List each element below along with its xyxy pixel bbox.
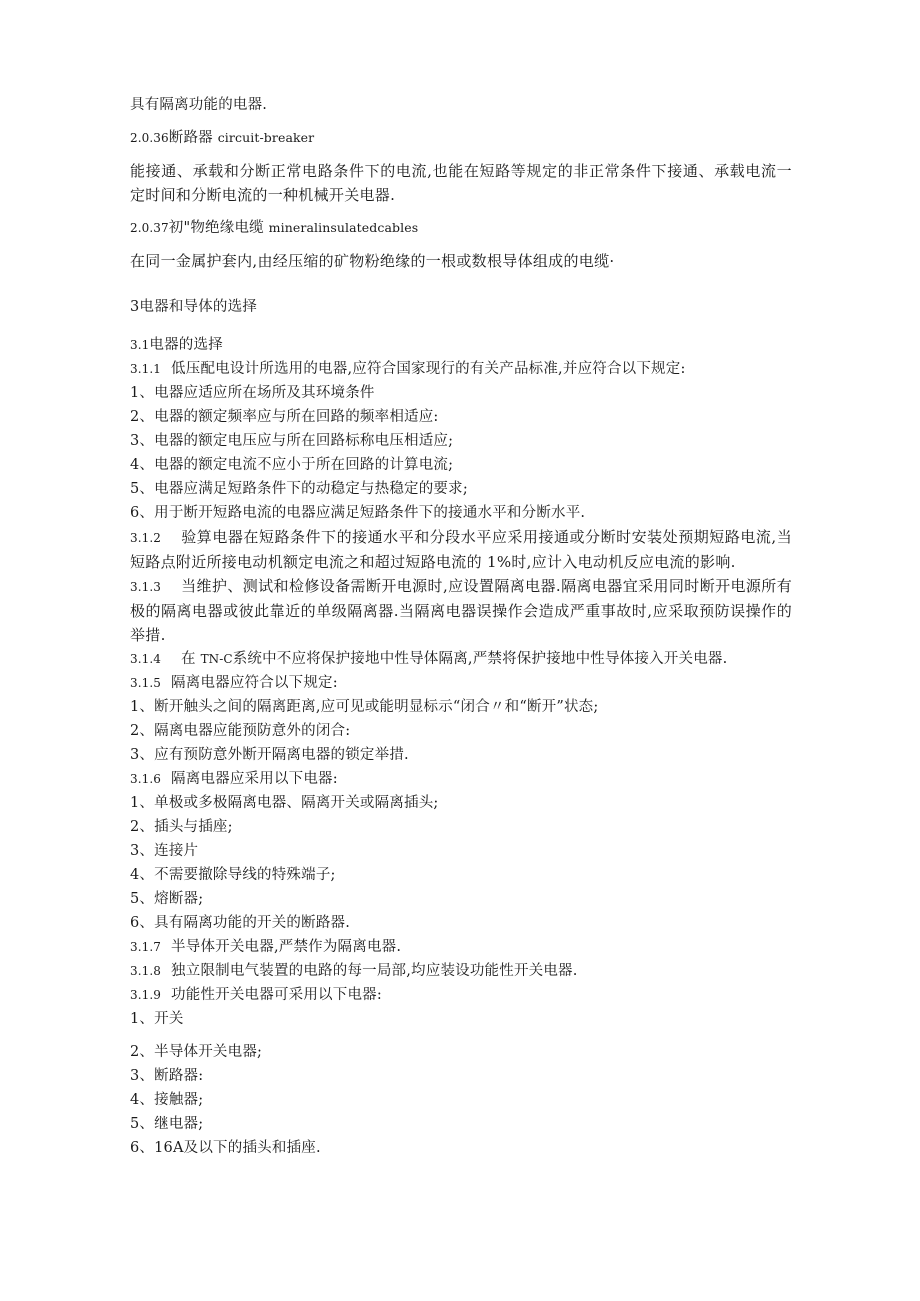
clause-3-1-7 (130, 935, 792, 959)
definition-2-0-37-body: 在同一金属护套内,由经压缩的矿物粉绝缘的一根或数根导体组成的电缆· (130, 252, 615, 270)
list-item: 1、断开触头之间的隔离距离,应可见或能明显标示“闭合〃和“断开”状态; (130, 699, 599, 715)
list-item: 3、连接片 (130, 843, 199, 859)
list-item: 5、电器应满足短路条件下的动稳定与热稳定的要求; (130, 481, 468, 497)
definition-title: 初"物绝缘电缆 (168, 220, 264, 236)
clause-text-pre: 在 (181, 651, 196, 667)
list-item: 6、具有隔离功能的开关的断路器. (130, 915, 351, 931)
definition-2-0-36-body: 能接通、承载和分断正常电路条件下的电流,也能在短路等规定的非正常条件下接通、承载电流一定时间和分断电流的一种机械开关电器. (130, 162, 792, 204)
clause-text: 独立限制电气装置的电路的每一局部,均应装设功能性开关电器. (171, 963, 578, 979)
clause-text: 隔离电器应采用以下电器: (171, 771, 338, 787)
list-item: 1、电器应适应所在场所及其环境条件 (130, 385, 375, 401)
clause-number: 3.1.4 (130, 652, 162, 666)
definition-2-0-36-heading (130, 126, 792, 150)
clause-text: 当维护、测试和检修设备需断开电源时,应设置隔离电器.隔离电器宜采用同时断开电源所有极的隔离电器或彼此靠近的单级隔离器.当隔离电器误操作会造成严重事故时,应采取预防误操作的举措. (130, 577, 792, 644)
clause-text: 低压配电设计所选用的电器,应符合国家现行的有关产品标准,并应符合以下规定: (171, 361, 686, 377)
clause-number: 3.1.7 (130, 940, 162, 954)
clause-number: 3.1.1 (130, 362, 162, 376)
document-page (130, 93, 792, 1160)
definition-title: 断路器 (168, 130, 213, 146)
clause-number: 3.1.5 (130, 676, 162, 690)
list-item: 3、应有预防意外断开隔离电器的锁定举措. (130, 747, 409, 763)
list-item: 2、插头与插座; (130, 819, 233, 835)
list-item: 3、电器的额定电压应与所在回路标称电压相适应; (130, 433, 454, 449)
clause-number: 3.1.8 (130, 964, 162, 978)
clause-3-1-8 (130, 959, 792, 983)
list-item: 1、单极或多极隔离电器、隔离开关或隔离插头; (130, 795, 439, 811)
clause-number: 2.0.36 (130, 131, 169, 145)
list-item: 2、电器的额定频率应与所在回路的频率相适应: (130, 409, 439, 425)
clause-3-1-4 (130, 647, 792, 671)
list-item: 4、接触器; (130, 1092, 204, 1108)
clause-text-post: 系统中不应将保护接地中性导体隔离,严禁将保护接地中性导体接入开关电器. (232, 651, 728, 667)
clause-text: 隔离电器应符合以下规定: (171, 675, 338, 691)
clause-3-1-2 (130, 525, 792, 574)
list-item: 2、隔离电器应能预防意外的闭合: (130, 723, 351, 739)
intro-line: 具有隔离功能的电器. (130, 97, 268, 113)
clause-text: 验算电器在短路条件下的接通水平和分段水平应采用接通或分断时安装处预期短路电流,当短路点附近所接电动机额定电流之和超过短路电流的 1%时,应计入电动机反应电流的影响. (130, 528, 792, 571)
list-item: 6、用于断开短路电流的电器应满足短路条件下的接通水平和分断水平. (130, 505, 586, 521)
list-item: 1、开关 (130, 1011, 184, 1027)
definition-english: circuit-breaker (217, 130, 315, 145)
clause-number: 3.1.3 (130, 580, 162, 594)
tnc-system-label: TN-C (200, 652, 233, 666)
clause-number: 3.1 (130, 338, 150, 352)
clause-3-1-3 (130, 574, 792, 647)
section-3-1-heading (130, 333, 792, 357)
clause-text: 功能性开关电器可采用以下电器: (171, 987, 382, 1003)
list-item: 2、半导体开关电器; (130, 1044, 263, 1060)
clause-text: 半导体开关电器,严禁作为隔离电器. (171, 939, 402, 955)
list-item: 4、电器的额定电流不应小于所在回路的计算电流; (130, 457, 454, 473)
clause-number: 3.1.2 (130, 531, 162, 545)
list-item: 6、16A及以下的插头和插座. (130, 1140, 321, 1156)
clause-3-1-5 (130, 671, 792, 695)
definition-english: mineralinsulatedcables (268, 220, 419, 235)
list-item: 3、断路器: (130, 1068, 204, 1084)
chapter-3-heading: 3电器和导体的选择 (130, 299, 258, 315)
clause-number: 3.1.6 (130, 772, 162, 786)
clause-3-1-6 (130, 767, 792, 791)
section-title: 电器的选择 (149, 337, 223, 353)
clause-3-1-1 (130, 357, 792, 381)
clause-3-1-9 (130, 983, 792, 1007)
clause-number: 3.1.9 (130, 988, 162, 1002)
list-item: 5、继电器; (130, 1116, 204, 1132)
list-item: 5、熔断器; (130, 891, 204, 907)
list-item: 4、不需要撤除导线的特殊端子; (130, 867, 336, 883)
clause-number: 2.0.37 (130, 221, 169, 235)
definition-2-0-37-heading (130, 216, 792, 240)
